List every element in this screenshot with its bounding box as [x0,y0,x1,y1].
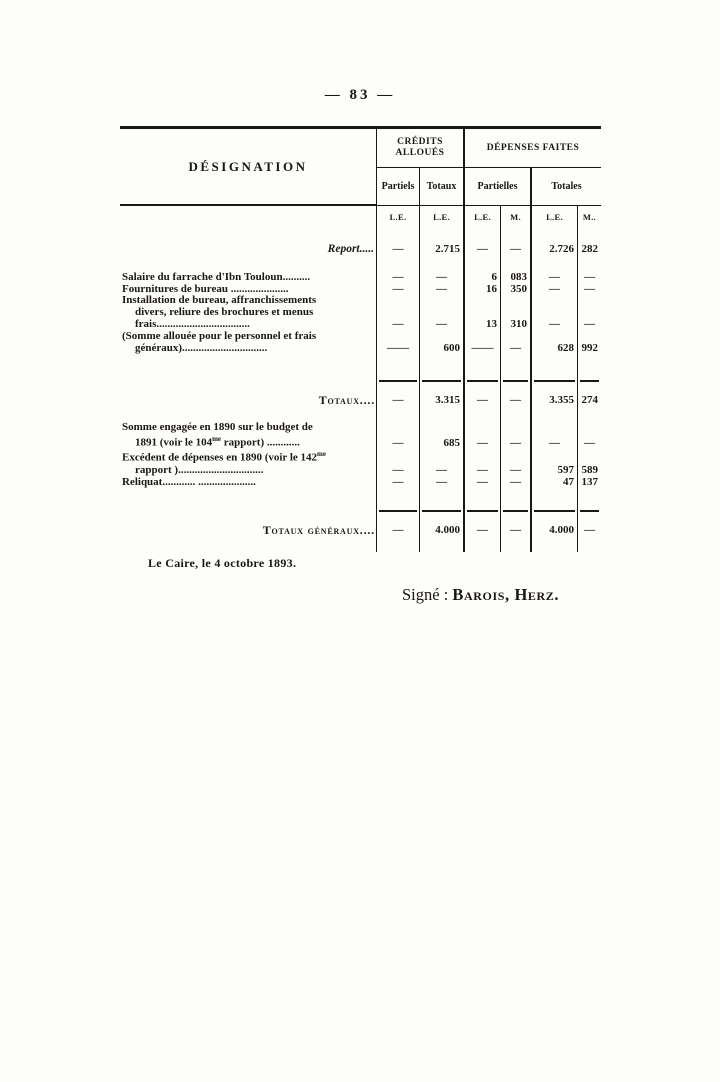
value-cell: — [577,422,601,449]
value-cell: — [419,449,463,476]
value-cell: 597 [530,449,577,476]
value-cell: — [500,477,530,489]
value-cell: —— [463,331,500,359]
designation-cell: Salaire du farrache d'Ibn Touloun.......... [122,271,311,283]
unit-header-le: L.E. [463,206,500,227]
signature-line [402,585,559,605]
sum-rule-cell [500,488,530,518]
subcolumn-header-partiels: Partiels [376,168,419,206]
designation-cell: Fournitures de bureau ..................... [122,283,289,295]
value-cell: 2.715 [419,227,463,272]
unit-header-le: L.E. [376,206,419,227]
value-cell: 083 [500,272,530,284]
designation-cell: Somme engagée en 1890 sur le budget de 1891 (voir le $104^{me}$ rapport) ............ [122,422,313,449]
subcolumn-header-totaux: Totaux [419,168,463,206]
value-cell: — [577,518,601,552]
value-cell: — [376,284,419,296]
sum-rule-cell [419,358,463,388]
value-cell: — [530,284,577,296]
value-cell: — [376,477,419,489]
table-row-salaire [120,272,601,284]
value-cell: — [577,272,601,284]
value-cell: 685 [419,422,463,449]
value-cell: — [577,295,601,330]
group-header-depenses-faites: DÉPENSES FAITES [463,129,601,168]
date-line: Le Caire, le 4 octobre 1893. [148,556,297,570]
table-row-totaux-generaux [120,518,601,552]
value-cell: — [376,227,419,272]
value-cell: — [500,422,530,449]
value-cell: 589 [577,449,601,476]
value-cell: 4.000 [419,518,463,552]
table-row-fournitures [120,284,601,296]
unit-header-m: M. [500,206,530,227]
table-row-somme-engagee [120,422,601,449]
value-cell: — [577,284,601,296]
designation-cell: Totaux.... [318,393,375,408]
signature-names: Barois, Herz. [452,585,560,604]
value-cell: — [419,272,463,284]
sum-rule-cell [530,488,577,518]
value-cell: — [376,272,419,284]
value-cell: — [463,518,500,552]
value-cell: — [419,477,463,489]
sum-rule-cell [376,358,419,388]
column-header-designation: DÉSIGNATION [120,129,376,206]
value-cell: 137 [577,477,601,489]
value-cell: — [376,422,419,449]
designation-cell: Excédent de dépenses en 1890 (voir le $142^{me}$ rapport )............................... [122,450,326,476]
subcolumn-header-partielles: Partielles [463,168,530,206]
page-number: — 83 — [324,87,396,103]
table-row-somme-allouee [120,331,601,359]
value-cell: — [530,272,577,284]
table-row-report [120,227,601,272]
sum-rule-cell [530,358,577,388]
value-cell: — [463,477,500,489]
table-row-excedent [120,449,601,476]
sum-rule-cell [577,488,601,518]
value-cell: — [530,422,577,449]
signature-label: Signé : [402,585,449,604]
value-cell: — [500,449,530,476]
designation-cell [120,488,376,518]
value-cell: — [463,388,500,422]
value-cell: — [376,388,419,422]
designation-cell: Totaux généraux.... [262,523,375,538]
value-cell: — [500,227,530,272]
value-cell: 2.726 [530,227,577,272]
value-cell: 4.000 [530,518,577,552]
sum-rule-cell [463,358,500,388]
sum-rule-cell [500,358,530,388]
value-cell: —— [376,331,419,359]
value-cell: — [463,422,500,449]
value-cell: — [419,295,463,330]
value-cell: 310 [500,295,530,330]
subcolumn-header-totales: Totales [530,168,601,206]
value-cell: — [500,388,530,422]
value-cell: 13 [463,295,500,330]
value-cell: — [500,518,530,552]
value-cell: — [530,295,577,330]
group-header-credits-alloues: CRÉDITS ALLOUÉS [376,129,463,168]
value-cell: 16 [463,284,500,296]
table-header [120,129,601,227]
sum-rule-cell [577,358,601,388]
value-cell: — [419,284,463,296]
value-cell: 282 [577,227,601,272]
table-body [120,227,601,552]
sum-rule-cell [376,488,419,518]
value-cell: 350 [500,284,530,296]
designation-cell [120,358,376,388]
table-row-sum-rule-1 [120,358,601,388]
sum-rule-cell [419,488,463,518]
value-cell: 600 [419,331,463,359]
sum-rule-cell [463,488,500,518]
value-cell: 3.315 [419,388,463,422]
designation-cell: Report..... [327,243,374,255]
budget-table [120,126,601,552]
designation-cell: (Somme allouée pour le personnel et frais généraux)............................... [122,330,317,354]
unit-header-le: L.E. [419,206,463,227]
designation-cell: Installation de bureau, affranchissements divers, reliure des brochures et menus frais.................................. [122,295,317,330]
table-row-installation [120,295,601,330]
value-cell: 274 [577,388,601,422]
unit-header-m: M.. [577,206,601,227]
table-row-reliquat [120,477,601,489]
table-row-totaux [120,388,601,422]
unit-header-le: L.E. [530,206,577,227]
value-cell: 628 [530,331,577,359]
value-cell: 47 [530,477,577,489]
value-cell: 992 [577,331,601,359]
value-cell: 3.355 [530,388,577,422]
table-row-sum-rule-2 [120,488,601,518]
designation-cell: Reliquat............ ..................... [122,476,256,488]
value-cell: — [500,331,530,359]
value-cell: — [463,227,500,272]
value-cell: — [376,295,419,330]
value-cell: — [376,518,419,552]
value-cell: — [376,449,419,476]
value-cell: — [463,449,500,476]
value-cell: 6 [463,272,500,284]
